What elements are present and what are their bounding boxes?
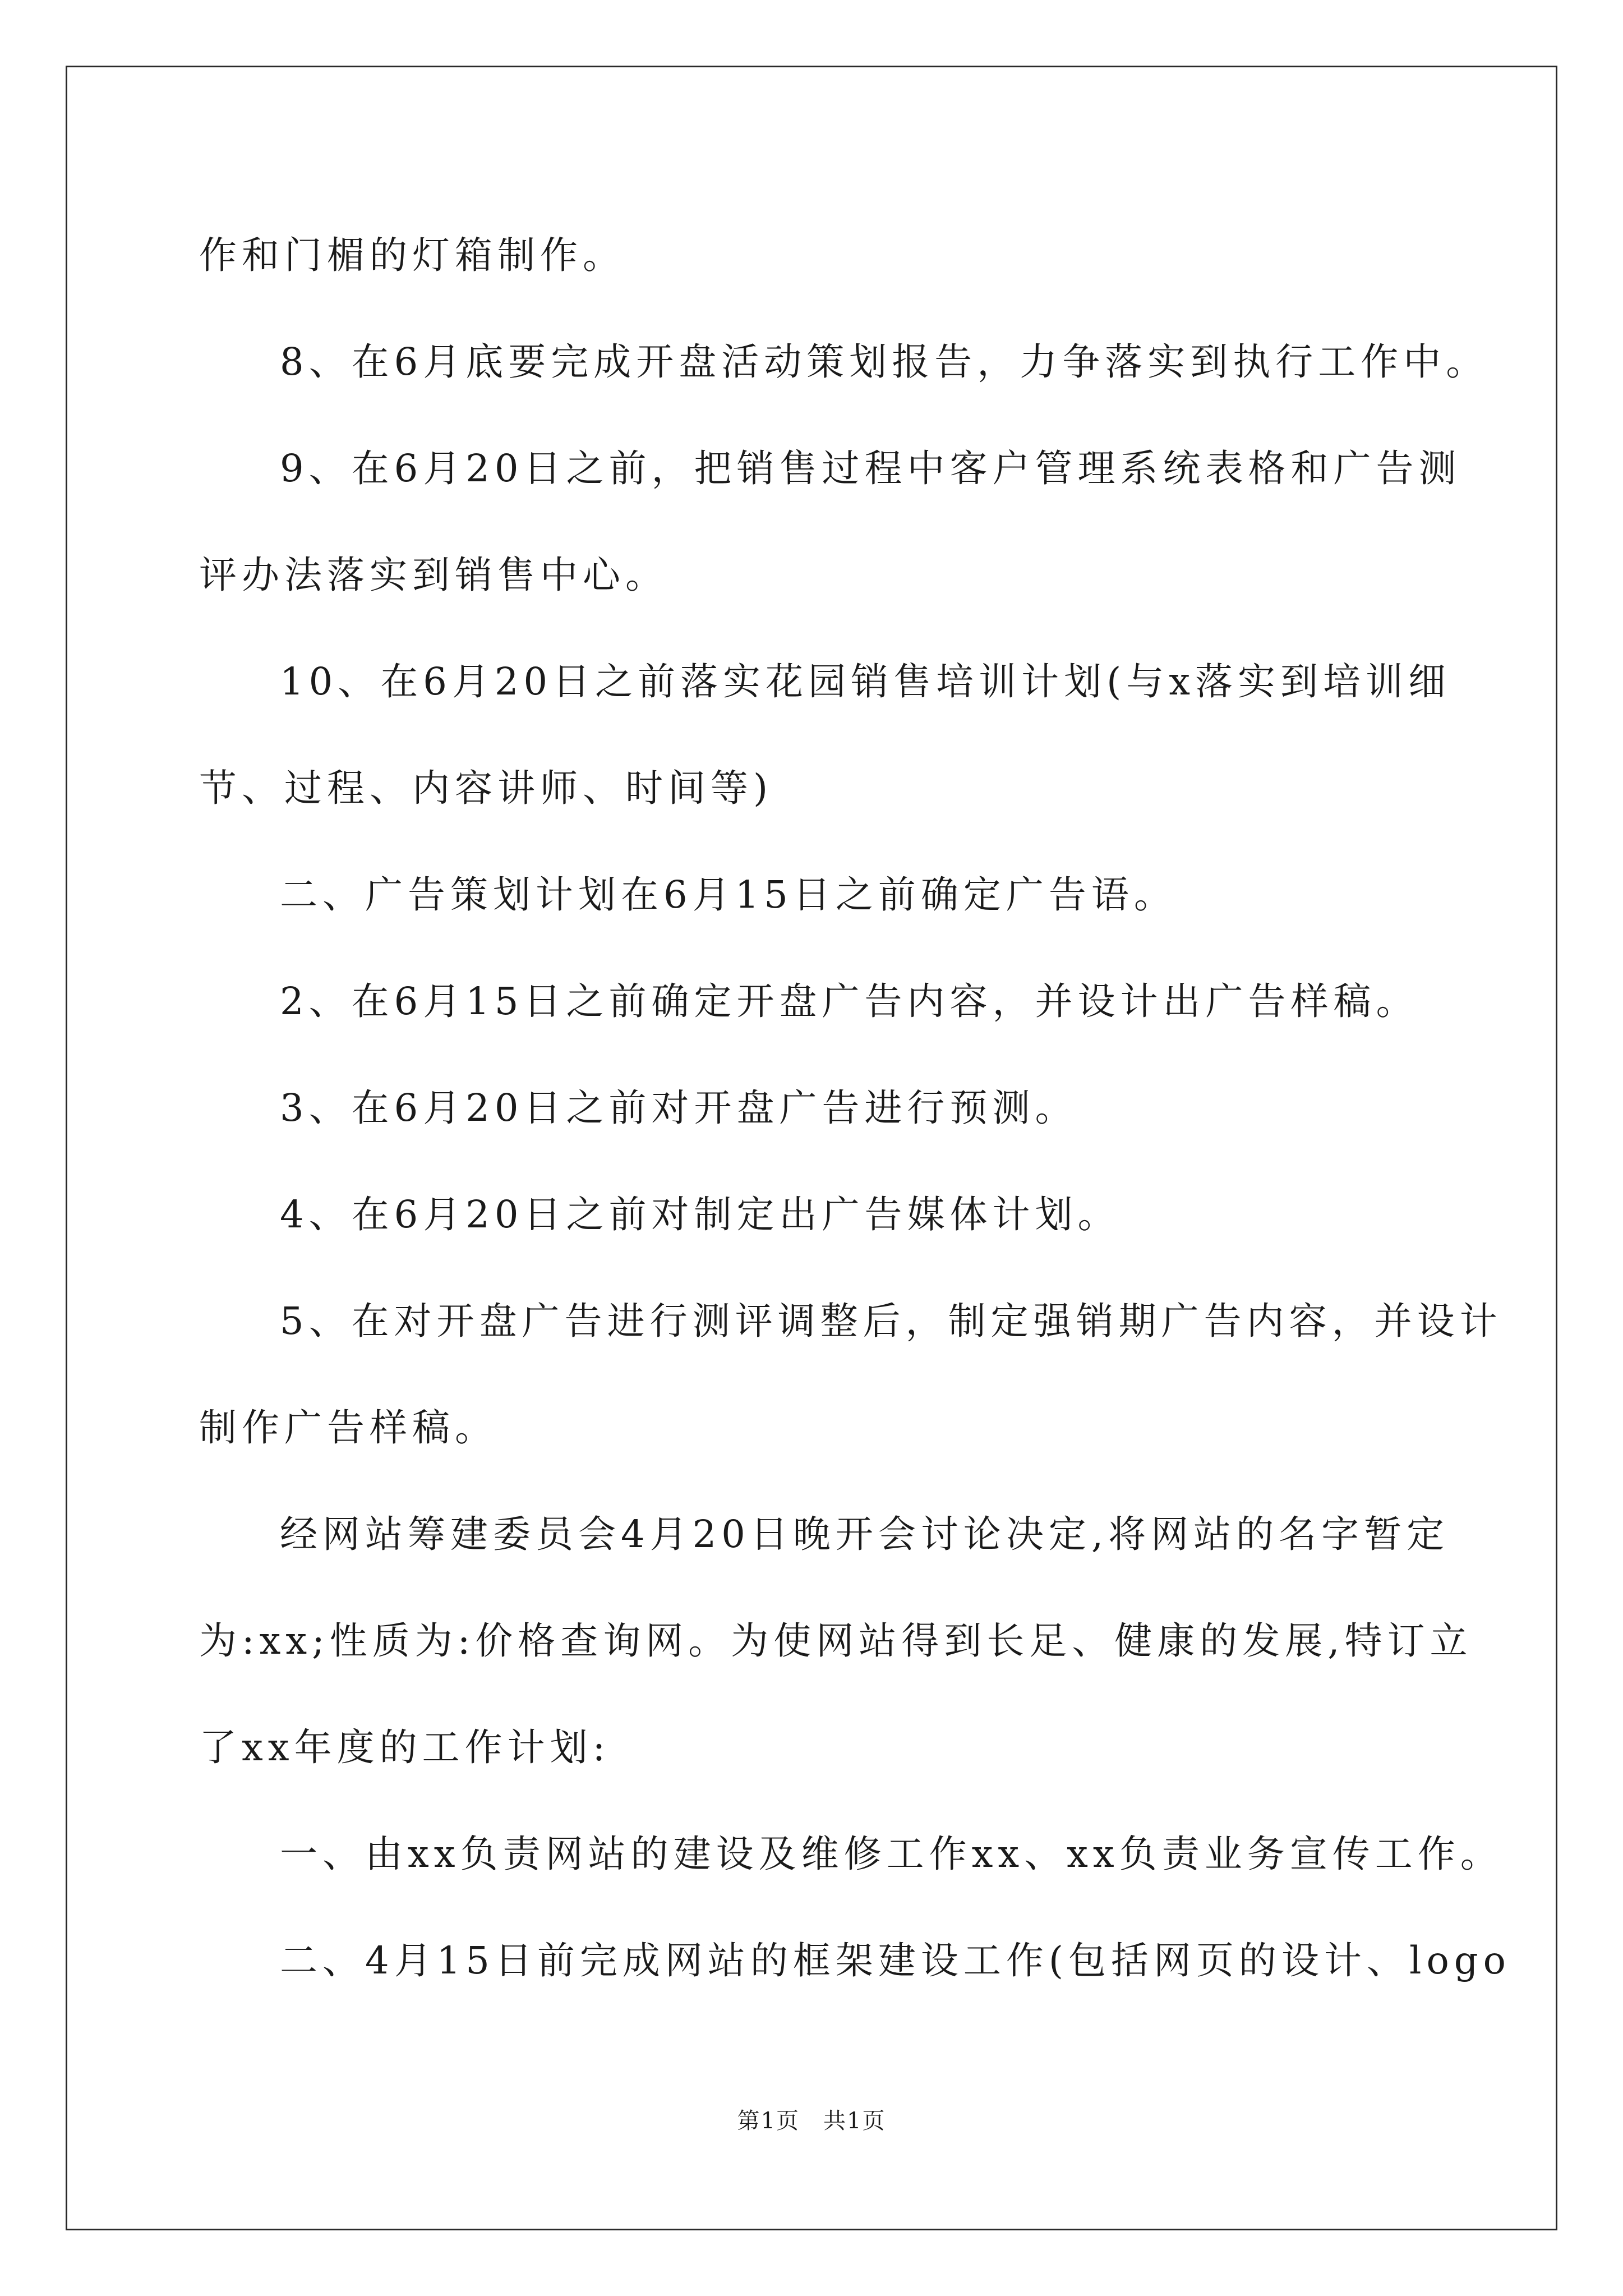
paragraph-line: 10、在6月20日之前落实花园销售培训计划(与x落实到培训细 [280,660,1451,703]
paragraph-line: 8、在6月底要完成开盘活动策划报告，力争落实到执行工作中。 [280,340,1489,384]
page-number-footer: 第1页 共1页 [737,2108,886,2134]
paragraph-line: 3、在6月20日之前对开盘广告进行预测。 [280,1086,1078,1130]
paragraph-line: 二、4月15日前完成网站的框架建设工作(包括网页的设计、logo [280,1939,1511,1982]
paragraph-line: 作和门楣的灯箱制作。 [199,233,625,277]
paragraph-line: 经网站筹建委员会4月20日晚开会讨论决定,将网站的名字暂定 [280,1512,1450,1556]
document-body [199,202,1511,2014]
paragraph-line: 评办法落实到销售中心。 [199,553,668,597]
paragraph-line: 了xx年度的工作计划: [199,1726,611,1769]
paragraph-line: 4、在6月20日之前对制定出广告媒体计划。 [280,1193,1121,1236]
paragraph-line: 9、在6月20日之前，把销售过程中客户管理系统表格和广告测 [280,447,1461,490]
paragraph-line: 二、广告策划计划在6月15日之前确定广告语。 [280,873,1177,917]
paragraph-line: 制作广告样稿。 [199,1406,497,1450]
paragraph-line: 为:xx;性质为:价格查询网。为使网站得到长足、健康的发展,特订立 [199,1619,1473,1663]
paragraph-line: 2、在6月15日之前确定开盘广告内容，并设计出广告样稿。 [280,979,1419,1023]
paragraph-line: 一、由xx负责网站的建设及维修工作xx、xx负责业务宣传工作。 [280,1832,1503,1876]
paragraph-line: 5、在对开盘广告进行测评调整后，制定强销期广告内容，并设计 [280,1299,1502,1343]
paragraph-line: 节、过程、内容讲师、时间等) [199,766,773,810]
